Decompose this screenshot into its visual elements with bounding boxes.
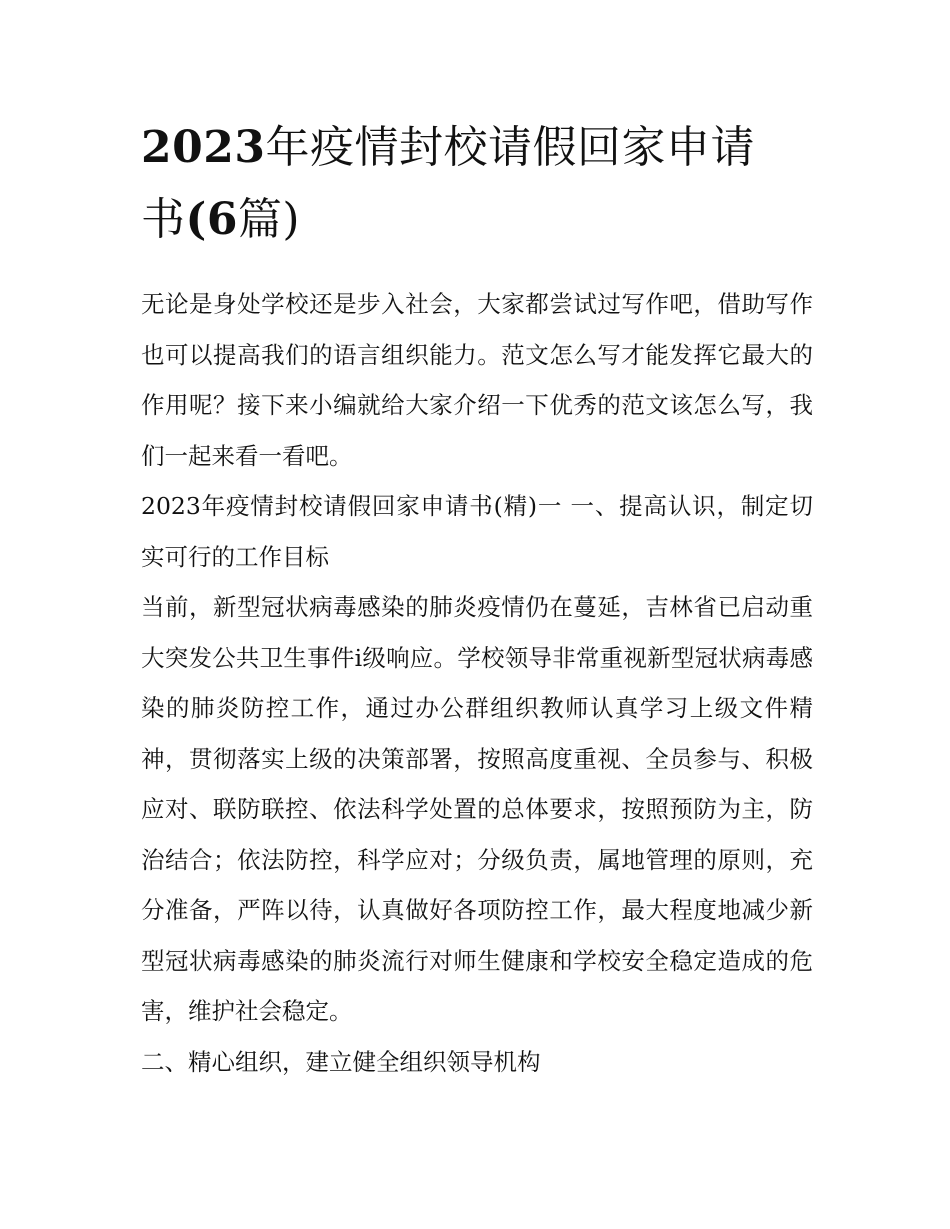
- title-count: (6: [185, 194, 238, 245]
- title-text-line2: 书: [141, 194, 186, 245]
- section2-heading: 二、精心组织，建立健全组织领导机构: [141, 1047, 541, 1076]
- intro-paragraph: 无论是身处学校还是步入社会，大家都尝试过写作吧，借助写作也可以提高我们的语言组织能力。范文怎么写才能发挥它最大的作用呢？接下来小编就给大家介绍一下优秀的范文该怎么写，我们一起来看一看吧。: [141, 290, 813, 470]
- section1-body: 当前，新型冠状病毒感染的肺炎疫情仍在蔓延，吉林省已启动重大突发公共卫生事件i级响应。学校领导非常重视新型冠状病毒感染的肺炎防控工作，通过办公群组织教师认真学习上级文件精神，贯彻落实上级的决策部署，按照高度重视、全员参与、积极应对、联防联控、依法科学处置的总体要求，按照预防为主，防治结合；依法防控，科学应对；分级负责，属地管理的原则，充分准备，严阵以待，认真做好各项防控工作，最大程度地减少新型冠状病毒感染的肺炎流行对师生健康和学校安全稳定造成的危害，维护社会稳定。: [141, 593, 813, 1025]
- title-text-line1: 年疫情封校请假回家申请: [265, 122, 755, 173]
- title-text-end: 篇): [237, 194, 301, 245]
- title-year: 2023: [141, 122, 266, 173]
- document-content: [141, 112, 813, 1087]
- document-title: [141, 112, 813, 256]
- section1-heading: 2023年疫情封校请假回家申请书(精)一 一、提高认识，制定切实可行的工作目标: [141, 492, 813, 571]
